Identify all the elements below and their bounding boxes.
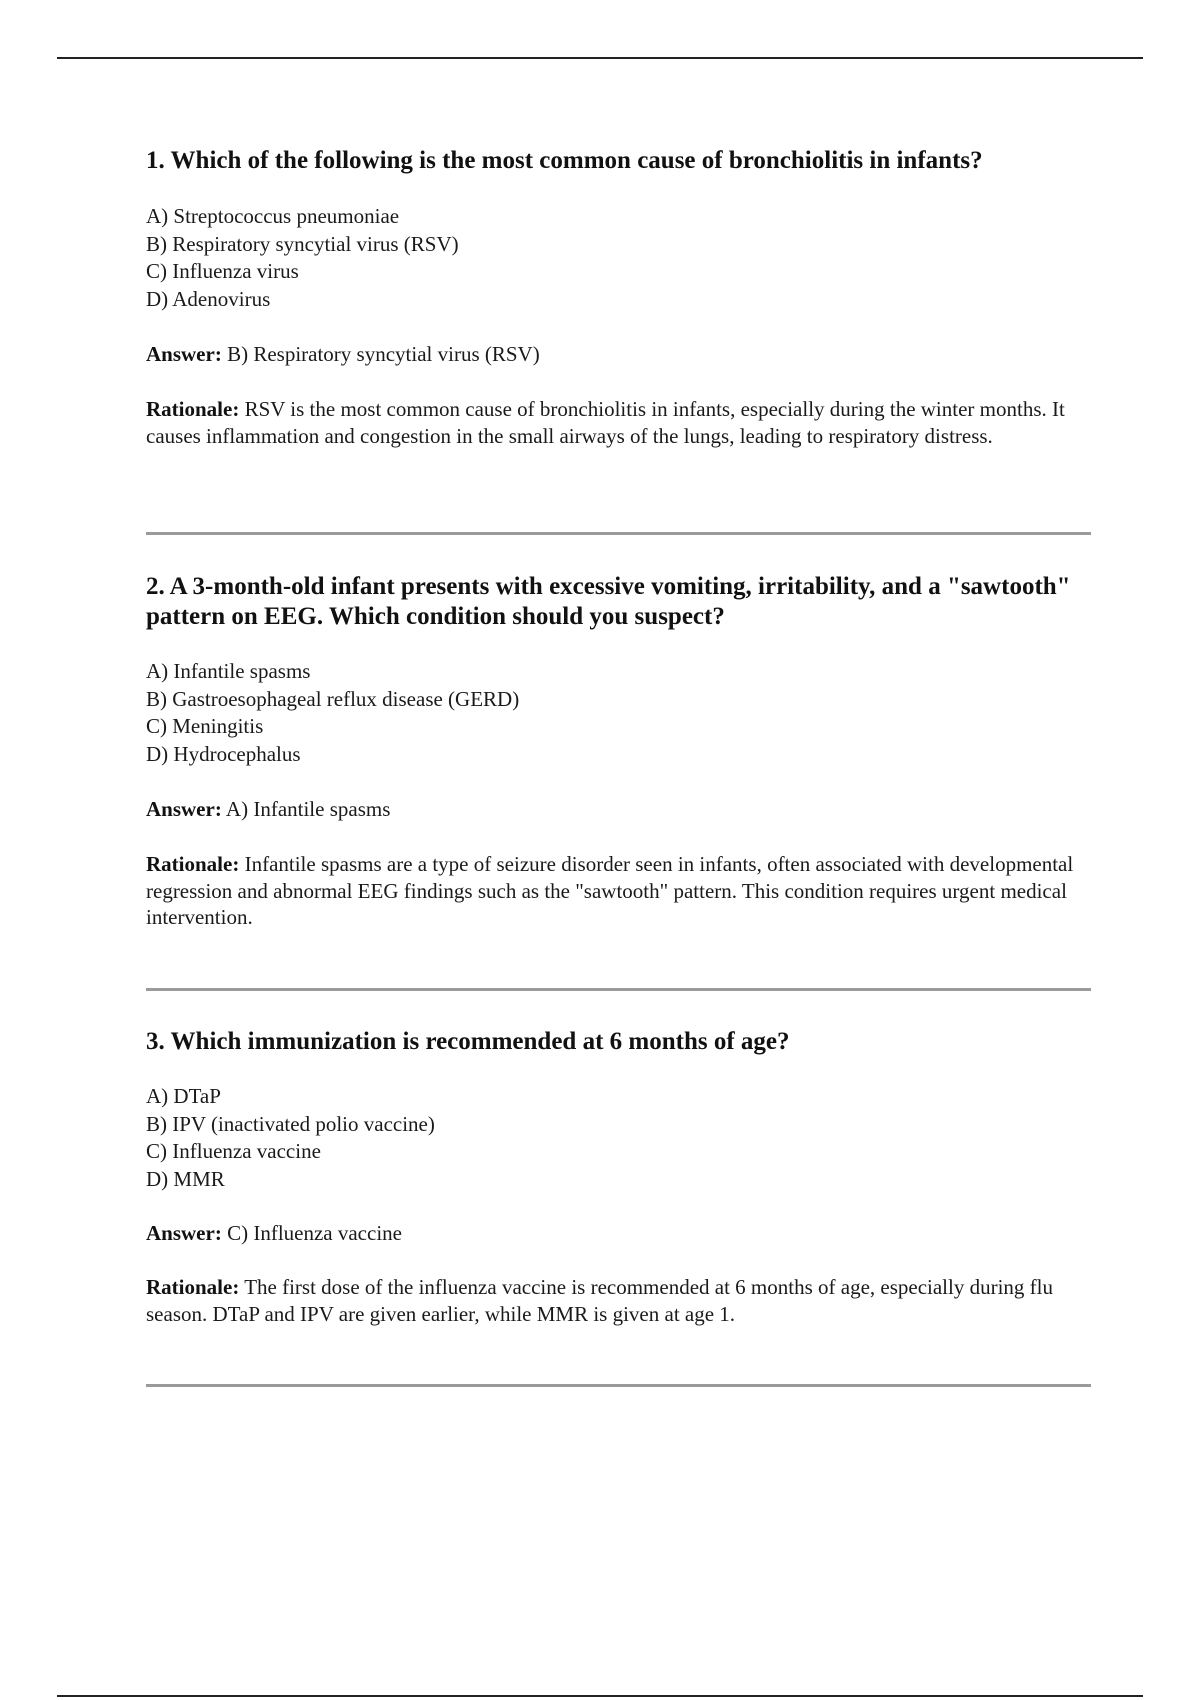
answer-text: A) Infantile spasms bbox=[225, 797, 391, 821]
question-separator bbox=[146, 1384, 1091, 1387]
rationale-label: Rationale: bbox=[146, 1275, 240, 1299]
question-3 bbox=[146, 1027, 1091, 1327]
rationale-label: Rationale: bbox=[146, 397, 240, 421]
question-2-option-d: D) Hydrocephalus bbox=[146, 741, 301, 766]
question-2-title: 2. A 3-month-old infant presents with excessive vomiting, irritability, and a "sawtooth" pattern on EEG. Which condition should you suspect? bbox=[146, 573, 1071, 630]
question-3-options bbox=[146, 1083, 1091, 1193]
question-2-option-c: C) Meningitis bbox=[146, 714, 264, 738]
question-3-option-a: A) DTaP bbox=[146, 1084, 221, 1108]
question-2-options bbox=[146, 658, 1091, 768]
rationale-label: Rationale: bbox=[146, 852, 240, 876]
answer-text: B) Respiratory syncytial virus (RSV) bbox=[227, 342, 540, 366]
page-bottom-rule bbox=[57, 1695, 1143, 1697]
question-2-option-a: A) Infantile spasms bbox=[146, 659, 311, 683]
question-3-option-c: C) Influenza vaccine bbox=[146, 1139, 321, 1163]
rationale-text: Infantile spasms are a type of seizure disorder seen in infants, often associated with developmental regression and abnormal EEG findings such as the "sawtooth" pattern. This condition requires urgent medical intervention. bbox=[146, 852, 1074, 929]
question-1-option-b: B) Respiratory syncytial virus (RSV) bbox=[146, 231, 459, 256]
question-2-rationale bbox=[146, 851, 1091, 931]
question-3-title: 3. Which immunization is recommended at 6 months of age? bbox=[146, 1028, 790, 1055]
question-3-option-d: D) MMR bbox=[146, 1166, 225, 1191]
question-1-title: 1. Which of the following is the most common cause of bronchiolitis in infants? bbox=[146, 147, 983, 174]
page-top-rule bbox=[57, 57, 1143, 59]
question-1-option-d: D) Adenovirus bbox=[146, 286, 271, 311]
question-1-answer bbox=[146, 341, 1091, 368]
question-1-rationale bbox=[146, 396, 1091, 449]
question-separator bbox=[146, 532, 1091, 535]
question-3-option-b: B) IPV (inactivated polio vaccine) bbox=[146, 1111, 435, 1136]
rationale-text: RSV is the most common cause of bronchiolitis in infants, especially during the winter months. It causes inflammation and congestion in the small airways of the lungs, leading to respiratory distress. bbox=[146, 397, 1065, 448]
question-1-options bbox=[146, 203, 1091, 313]
question-3-rationale bbox=[146, 1274, 1091, 1327]
question-separator bbox=[146, 988, 1091, 991]
rationale-text: The first dose of the influenza vaccine is recommended at 6 months of age, especially during flu season. DTaP and IPV are given earlier, while MMR is given at age 1. bbox=[146, 1275, 1054, 1326]
answer-label: Answer: bbox=[146, 342, 222, 366]
question-2-option-b: B) Gastroesophageal reflux disease (GERD) bbox=[146, 686, 520, 711]
answer-text: C) Influenza vaccine bbox=[227, 1221, 402, 1245]
question-2-answer bbox=[146, 796, 1091, 823]
question-3-answer bbox=[146, 1220, 1091, 1247]
question-1-option-c: C) Influenza virus bbox=[146, 259, 299, 283]
answer-label: Answer: bbox=[146, 1221, 222, 1245]
question-1-option-a: A) Streptococcus pneumoniae bbox=[146, 204, 400, 228]
question-2 bbox=[146, 572, 1091, 931]
question-1 bbox=[146, 146, 1091, 449]
answer-label: Answer: bbox=[146, 797, 222, 821]
